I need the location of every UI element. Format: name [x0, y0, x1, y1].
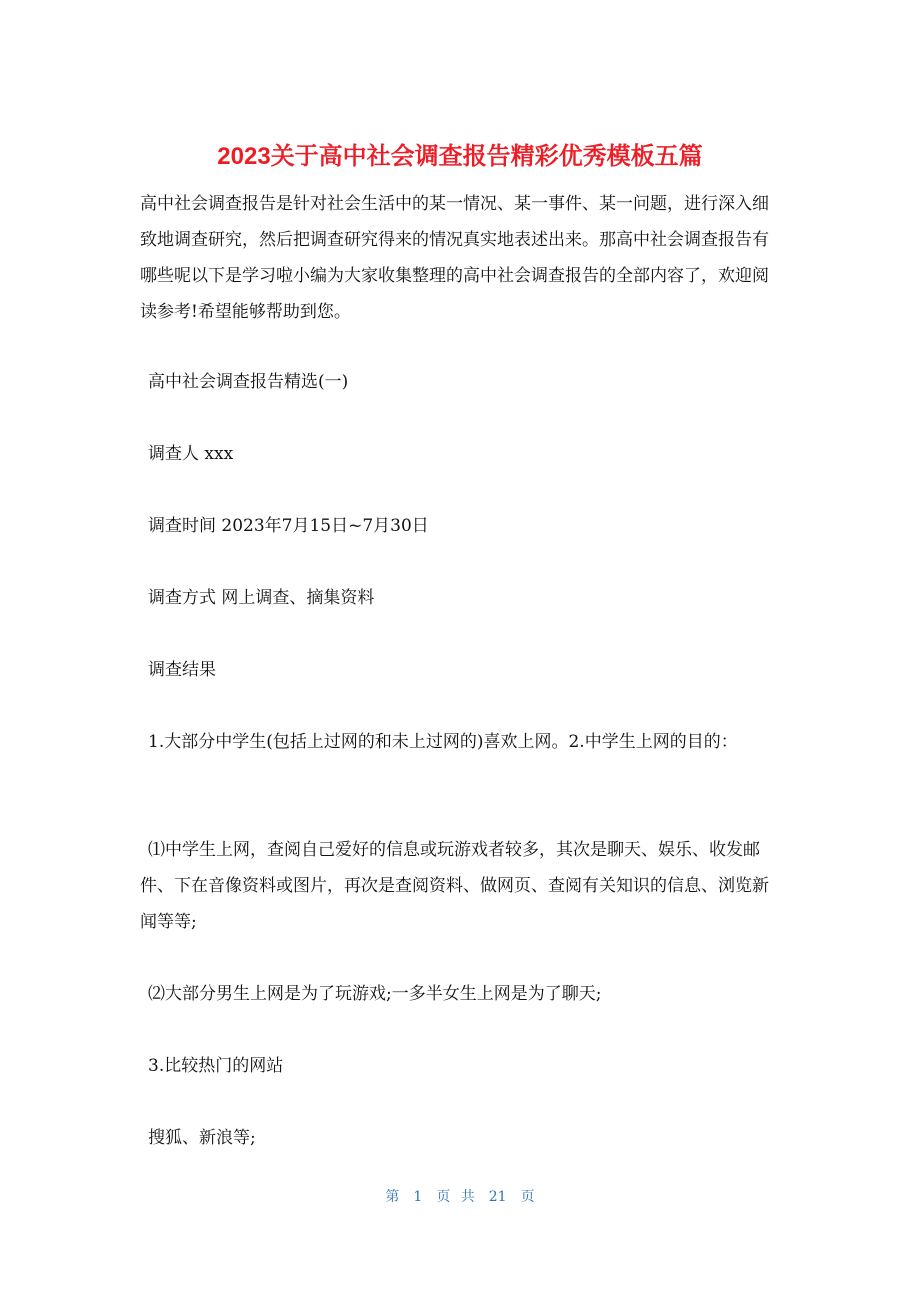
intro-paragraph: 高中社会调查报告是针对社会生活中的某一情况、某一事件、某一问题，进行深入细致地调查研究，然后把调查研究得来的情况真实地表述出来。那高中社会调查报告有哪些呢以下是学习啦小编为大家收集整理的高中社会调查报告的全部内容了，欢迎阅读参考!希望能够帮助到您。	[140, 194, 769, 322]
popular-sites-list: 搜狐、新浪等;	[148, 1128, 256, 1148]
footer-current-page: 1	[413, 1189, 423, 1205]
survey-time-line: 调查时间 2023年7月15日~7月30日	[148, 516, 429, 536]
result-paragraph-2: ⑴中学生上网，查阅自己爱好的信息或玩游戏者较多，其次是聊天、娱乐、收发邮件、下在音像资料或图片，再次是查阅资料、做网页、查阅有关知识的信息、浏览新闻等等;	[140, 840, 769, 932]
document-title: 2023关于高中社会调查报告精彩优秀模板五篇	[217, 143, 703, 170]
footer-suffix: 页	[520, 1189, 535, 1205]
survey-results-heading: 调查结果	[148, 660, 216, 680]
section-heading: 高中社会调查报告精选(一)	[148, 372, 349, 392]
result-paragraph-1: 1.大部分中学生(包括上过网的和未上过网的)喜欢上网。2.中学生上网的目的：	[148, 732, 738, 752]
investigator-line: 调查人 xxx	[148, 444, 234, 464]
popular-sites-heading: 3.比较热门的网站	[148, 1056, 284, 1076]
footer-middle: 页 共	[436, 1189, 475, 1205]
survey-method-line: 调查方式 网上调查、摘集资料	[148, 588, 375, 608]
page-footer	[0, 1186, 920, 1206]
footer-total-pages: 21	[488, 1189, 507, 1205]
footer-prefix: 第	[385, 1189, 400, 1205]
result-paragraph-3: ⑵大部分男生上网是为了玩游戏;一多半女生上网是为了聊天;	[148, 984, 602, 1004]
